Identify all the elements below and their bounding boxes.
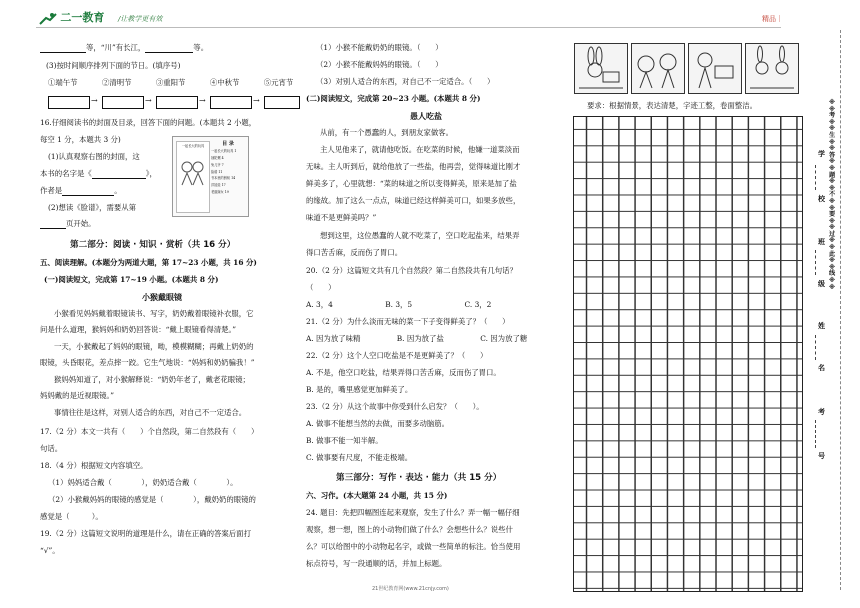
text: 本书的名字是《 [40,169,92,179]
festival-3: ③重阳节 [155,78,186,87]
story2-line: 想到这里，这位愚蠢的人就不吃菜了，空口吃起盐来，结果弄 [320,231,520,240]
festival-1: ①端午节 [48,78,78,87]
q16-1d [40,187,122,196]
sidebar-label-class: 级 [818,280,825,288]
cartoon-panel-2 [631,43,685,94]
sidebar-answer-line[interactable] [815,250,816,275]
option: A. 3，4 [306,300,333,309]
story2-line: 鲜美多了，心里就想：“菜的味道之所以变得鲜美，原来是加了盐 [306,179,517,188]
text: 作者是 [40,186,63,196]
q16-2b [40,220,96,229]
text: 等，“川”有长江， [86,43,146,53]
part3-heading: 第三部分：写作 · 表达 · 能力（共 15 分） [336,473,502,483]
option: C. 3，2 [464,300,492,309]
text: 》， [145,169,157,179]
q18-2a: （2）小猴戴妈妈的眼镜的感觉是（ ），戴奶奶的眼镜的 [48,495,256,504]
story-title: 小猴戴眼镜 [142,292,182,302]
q23: 23.（2 分）从这个故事中你受到什么启发？（ ）。 [306,402,484,411]
book-cover-image [172,136,249,217]
q24-line: 标点符号，写一段通顺的话，并加上标题。 [306,559,447,568]
answer-box-5[interactable] [264,96,300,109]
story2-line: 的缘故。加了这么一点点，味道已经这样鲜美可口，如果多放些， [306,196,521,205]
writing-requirement: 要求：根据情景，表达清楚，字迹工整，卷面整洁。 [587,101,757,110]
option: B. 因为放了盐 [396,334,444,343]
sec5-heading: 五、阅读理解。(本题分为两道大题，第 17~23 小题，共 16 分) [40,258,257,267]
q18-2b: 感觉是（ ）。 [40,512,103,521]
logo-text: 二一教育 [60,11,105,24]
text: 等。 [193,43,209,53]
q3: (3)按时间顺序排列下面的节日。(填序号) [46,61,181,70]
story2-line: 得口苦舌麻，反而伤了胃口。 [306,248,403,257]
sub2-heading: (二)阅读短文，完成第 20~23 小题。(本题共 8 分) [306,94,481,103]
story2-line: 从前，有一个愚蠢的人，到朋友家做客。 [320,128,454,137]
sidebar-answer-line[interactable] [815,335,816,360]
festival-list [48,79,293,88]
animals-writing-icon [689,44,741,93]
q16-2a: (2)想读《脸谱》，需要从第 [48,203,137,212]
line-l1 [40,44,208,53]
arrow-right-icon: → [253,96,260,105]
cartoon-panel-1 [574,43,628,94]
header-rule [36,27,781,28]
answer-box-3[interactable] [156,96,198,109]
sidebar-label-name: 名 [818,364,825,372]
story-line: 眼镜，头昏眼花，差点摔一跤。它生气地说：“妈妈和奶奶骗我！” [40,358,255,367]
q20b: （ ） [306,283,336,292]
q22-b: B. 是的，嘴里感觉更加鲜美了。 [306,385,413,394]
q18: 18.（4 分）根据短文内容填空。 [40,461,148,470]
story-line: 一天，小猴戴起了妈妈的眼镜，呦，模模糊糊；再戴上奶奶的 [54,342,254,351]
q23-b: B. 做事不能一知半解。 [306,436,383,445]
q17a: 17.（2 分）本文一共有（ ）个自然段，第二自然段有（ ） [40,427,259,436]
story-line: 猴妈妈知道了，对小猴解释说：“奶奶年老了，戴老花眼镜； [54,375,250,384]
m1: （1）小猴不能戴奶奶的眼镜。（ ） [316,43,443,52]
m3: （3）对别人适合的东西，对自己不一定适合。（ ） [316,77,495,86]
option: B. 3，5 [385,300,413,309]
story-line: 事情往往是这样，对别人适合的东西，对自己不一定适合。 [54,408,247,417]
m2: （2）小猴不能戴妈妈的眼镜。（ ） [316,60,443,69]
toc-item: 抽陀螺 4 [211,155,224,160]
part2-heading: 第二部分：阅读 · 知识 · 赏析（共 16 分） [70,240,236,250]
cartoon-panel-4 [745,43,799,94]
arrow-right-icon: → [199,96,206,105]
q16-1b [40,170,157,179]
q23-a: A. 做事不能想当然的去做，而要多动脑筋。 [306,419,450,428]
cartoon-panel-3 [688,43,742,94]
q23-c: C. 做事要有尺度，不能走极端。 [306,453,413,462]
arrow-right-icon: → [145,96,152,105]
rabbit-reading-icon [575,44,627,93]
q16a: 16.仔细阅读书的封面及目录，回答下面的问题。(本题共 2 小题， [40,118,257,127]
q17b: 句话。 [40,444,63,453]
toc-item: 兔儿爷 7 [211,162,224,167]
toc-heading: 目 录 [222,141,234,147]
q21-options [306,335,527,344]
answer-box-2[interactable] [102,96,144,109]
toc-item: 脸谱 11 [211,169,223,174]
story2-title: 愚人吃盐 [410,111,442,121]
answer-box-4[interactable] [210,96,252,109]
story2-line: 味道不是更鲜美吗？” [306,213,377,222]
q19a: 19.（2 分）这篇短文说明的道理是什么，请在正确的答案后面打 [40,529,251,538]
q24-line: 么？可以给图中的小动物起名字，或做一些简单的标注。恰当使用 [306,542,521,551]
sidebar-label-school: 校 [818,195,825,203]
answer-box-1[interactable] [48,96,90,109]
children-illustration-icon [177,155,207,195]
q22: 22.（2 分）这个人空口吃盐是不是更鲜美了？（ ） [306,351,488,360]
option: A. 因为放了味精 [306,334,361,343]
q20-options [306,301,491,310]
runner-logo-icon [38,12,58,26]
rabbits-together-icon [746,44,798,93]
story-line: 问是什么道理，猴妈妈和奶奶回答说：“戴上眼镜看得清楚。” [40,325,237,334]
book-title: 一起长大的玩具 [181,144,205,148]
q22-a: A. 不是，他空口吃盐，结果弄得口苦舌麻，反而伤了胃口。 [306,368,501,377]
q19b: “√”。 [40,546,60,555]
logo [38,11,104,26]
festival-4: ④中秋节 [209,78,240,87]
footer-source: 21世纪教育网(www.21cnjy.com) [372,586,449,592]
sec6-heading: 六、习作。(本大题第 24 小题，共 15 分) [306,491,448,500]
q18-1: （1）妈妈适合戴（ ），奶奶适合戴（ ）。 [48,478,238,487]
q16b: 每空 1 分，本题共 3 分) [40,135,121,144]
text: 页开始。 [66,219,96,229]
arrow-right-icon: → [91,96,98,105]
story-line: 小猴看见妈妈戴着眼镜读书、写字，奶奶戴着眼镜补衣服，它 [54,309,254,318]
text: 。 [114,186,122,196]
toc-item: 老鼠嫁女 19 [211,190,229,195]
sidebar-label-id: 考 [818,408,825,416]
festival-2: ②清明节 [101,78,132,87]
q20a: 20.（2 分）这篇短文共有几个自然段？第二自然段共有几句话？ [306,266,517,275]
q24-line: 24. 题目：先把四幅图连起来观察，发生了什么？弄一幅一幅仔细 [306,508,520,517]
writing-grid[interactable] [573,116,803,592]
animals-talking-icon [632,44,684,93]
sidebar-answer-line[interactable] [815,420,816,448]
option: C. 因为放了糖 [480,334,528,343]
festival-5: ⑤元宵节 [263,78,294,87]
q24-line: 观察，想一想，图上的小动物们做了什么？会想些什么？说些什 [306,525,513,534]
story-line: 妈妈戴的是近视眼镜。” [40,391,114,400]
binding-cut-line [840,30,841,590]
slogan: /让教学更有效 [118,15,163,23]
toc-item: 书本里的蚂蚁 14 [211,176,236,181]
q16-1a: (1)认真观察右图的封面，这 [48,152,140,161]
sub1-heading: (一)阅读短文，完成第 17~19 小题。(本题共 8 分) [44,275,219,284]
sidebar-label-name: 姓 [818,322,825,330]
toc-item: 洋娃娃 17 [211,183,226,188]
story2-line: 无味。主人听到后，就给他放了一些盐，他再尝，觉得味道比刚才 [306,162,521,171]
sidebar-label-class: 班 [818,238,825,246]
brand-right: 精品｜ [762,15,783,23]
q21: 21.（2 分）为什么淡而无味的菜一下子变得鲜美了？（ ） [306,317,510,326]
sidebar-answer-line[interactable] [815,165,816,190]
story2-line: 主人见他来了，就请他吃饭。在吃菜的时候，他嫌一道菜淡而 [320,145,520,154]
sidebar-label-id: 号 [818,452,825,460]
sidebar-label-school: 学 [818,150,825,158]
toc-item: 一起长大的玩具 1 [211,149,237,153]
sidebar-warning: ※※考※※生※※答※※题※※不※※要※※过※※此※※线※※ [829,99,836,291]
